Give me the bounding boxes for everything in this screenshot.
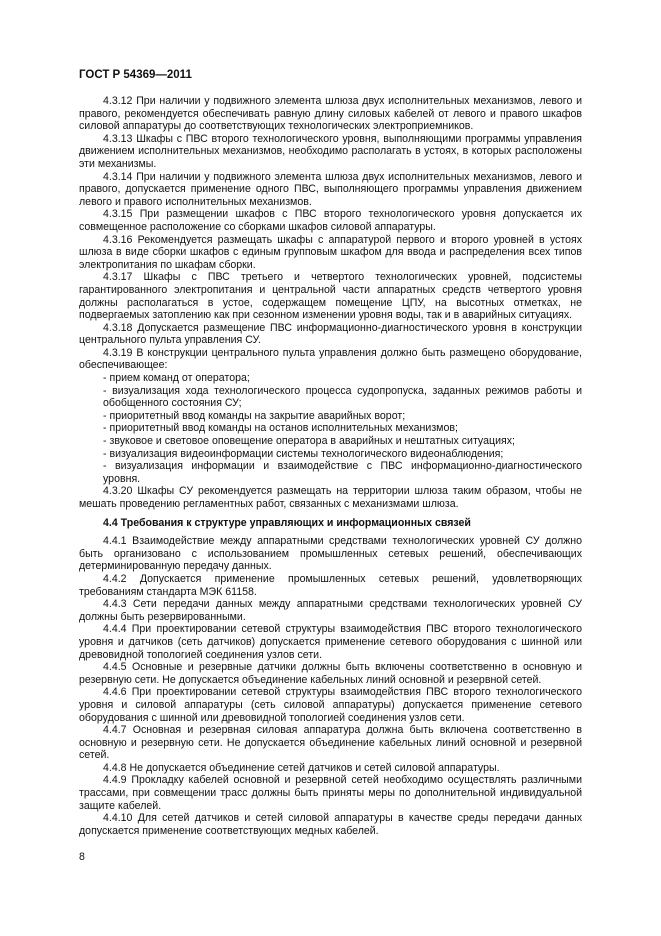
list-item: - визуализация видеоинформации системы технологического видеонаблюдения; [103, 447, 504, 460]
document-body [79, 95, 582, 837]
clause-4-3-18: 4.3.18 Допускается размещение ПВС информационно-диагностического уровня в конструкции центрального пульта управления СУ. [79, 321, 582, 347]
list-item: - визуализация хода технологического процесса судопропуска, заданных режимов работы и обобщенного состояния СУ; [103, 384, 582, 410]
clause-4-3-20: 4.3.20 Шкафы СУ рекомендуется размещать на территории шлюза таким образом, чтобы не мешать проведению регламентных работ, связанных с механизмами шлюза. [79, 485, 582, 510]
clause-4-3-12: 4.3.12 При наличии у подвижного элемента шлюза двух исполнительных механизмов, левого и правого, рекомендуется обеспечивать равную длину силовых кабелей от левого и правого шкафов силовой аппаратуры до соответствующих технологических электроприемников. [79, 95, 582, 133]
clause-4-4-8: 4.4.8 Не допускается объединение сетей датчиков и сетей силовой аппаратуры. [103, 761, 500, 774]
clause-4-4-5: 4.4.5 Основные и резервные датчики должны быть включены соответственно в основную и резервную сети. Не допускается объединение кабельных линий основной и резервной сетей. [79, 661, 582, 686]
clause-4-4-3: 4.4.3 Сети передачи данных между аппаратными средствами технологических уровней СУ должны быть резервированными. [79, 598, 582, 623]
list-item: - звуковое и световое оповещение оператора в аварийных и нештатных ситуациях; [103, 435, 515, 448]
clause-4-3-13: 4.3.13 Шкафы с ПВС второго технологического уровня, выполняющими программы управления движением исполнительных механизмов, необходимо располагать в устоях, в которых расположены эти механизмы. [79, 132, 582, 170]
clause-4-3-14: 4.3.14 При наличии у подвижного элемента шлюза двух исполнительных механизмов, левого и правого, допускается применение одного ПВС, выполняющего программы управления движением левого и правого исполнительных механизмов. [79, 170, 582, 208]
clause-4-4-2: 4.4.2 Допускается применение промышленных сетевых решений, удовлетворяющих требованиям стандарта МЭК 61158. [79, 572, 582, 598]
clause-4-4-10: 4.4.10 Для сетей датчиков и сетей силовой аппаратуры в качестве среды передачи данных допускается применение соответствующих медных кабелей. [79, 812, 582, 837]
clause-4-3-15: 4.3.15 При размещении шкафов с ПВС второго технологического уровня допускается их совмещенное расположение со сборками шкафов силовой аппаратуры. [79, 208, 582, 233]
document-code-header: ГОСТ Р 54369—2011 [79, 69, 192, 81]
clause-4-3-17: 4.3.17 Шкафы с ПВС третьего и четвертого технологических уровней, подсистемы гарантированного электропитания и центральной части аппаратных средств четвертого уровня должны располагаться в устое, содержащем помещение ЦПУ, на высотных отметках, не подвергаемых затоплению как при сезонном изменении уровня воды, так и в аварийных ситуациях. [79, 271, 582, 322]
page-number: 8 [79, 851, 85, 863]
clause-4-4-9: 4.4.9 Прокладку кабелей основной и резервной сетей необходимо осуществлять различными трассами, при совмещении трасс должны быть приняты меры по дополнительной индивидуальной защите кабелей. [79, 774, 582, 812]
clause-4-3-16: 4.3.16 Рекомендуется размещать шкафы с аппаратурой первого и второго уровней в устоях шлюза в виде сборки шкафов с единым групповым шкафом для ввода и распределения всех типов электропитания по шкафам сборки. [79, 233, 582, 271]
section-heading-4-4: 4.4 Требования к структуре управляющих и информационных связей [103, 516, 471, 529]
clause-4-4-6: 4.4.6 При проектировании сетевой структуры взаимодействия ПВС второго технологического уровня и силовой аппаратуры (сеть силовой аппаратуры) допускается применение сетевого оборудования с шинной или древовидной топологией соединения узлов сети. [79, 686, 582, 724]
clause-4-3-19: 4.3.19 В конструкции центрального пульта управления должно быть размещено оборудование, обеспечивающее: [79, 346, 582, 372]
clause-4-4-4: 4.4.4 При проектировании сетевой структуры взаимодействия ПВС второго технологического уровня и датчиков (сеть датчиков) допускается применение сетевого оборудования с шинной или древовидной топологией соединения узлов сети. [79, 623, 582, 661]
clause-4-4-1: 4.4.1 Взаимодействие между аппаратными средствами технологических уровней СУ должно быть организовано с использованием промышленных сетевых решений, обеспечивающих детерминированную передачу данных. [79, 535, 582, 573]
list-item: - приоритетный ввод команды на останов исполнительных механизмов; [103, 422, 458, 435]
clause-4-4-7: 4.4.7 Основная и резервная силовая аппаратура должна быть включена соответственно в основную и резервную сети. Не допускается объединение кабельных линий основной и резервной сетей. [79, 724, 582, 762]
list-item: - визуализация информации и взаимодействие с ПВС информационно-диагностического уровня. [103, 460, 582, 485]
list-item: - приоритетный ввод команды на закрытие аварийных ворот; [103, 409, 406, 422]
list-item: - прием команд от оператора; [103, 372, 250, 385]
